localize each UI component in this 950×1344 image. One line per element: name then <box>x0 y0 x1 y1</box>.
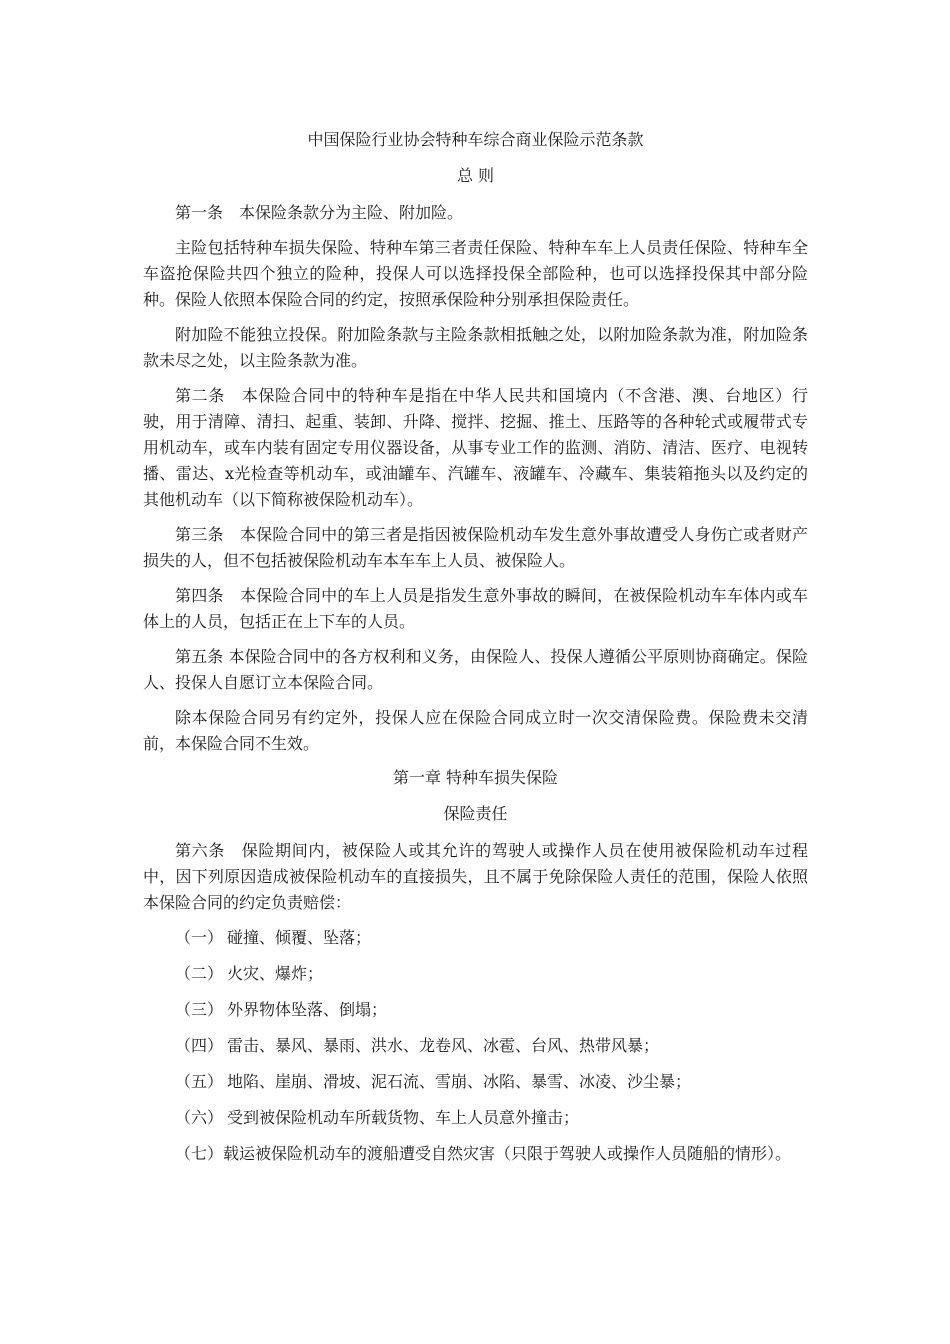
subsection-heading: 保险责任 <box>443 804 508 823</box>
article-3: 第三条 本保险合同中的第三者是指因被保险机动车发生意外事故遭受人身伤亡或者财产损失的人，但不包括被保险机动车本车车上人员、被保险人。 <box>143 525 808 570</box>
list-item-number: （三） <box>175 1000 224 1019</box>
list-item-number: （五） <box>175 1072 224 1091</box>
list-item <box>143 1069 808 1095</box>
list-item <box>143 961 808 987</box>
list-item-number: （二） <box>175 964 224 983</box>
list-item-text: 外界物体坠落、倒塌； <box>227 1000 388 1019</box>
article-6: 第六条 保险期间内，被保险人或其允许的驾驶人或操作人员在使用被保险机动车过程中，因下列原因造成被保险机动车的直接损失，且不属于免除保险人责任的范围，保险人依照本保险合同的约定负责赔偿： <box>143 841 808 912</box>
paragraph-main-insurance: 主险包括特种车损失保险、特种车第三者责任保险、特种车车上人员责任保险、特种车全车盗抢保险共四个独立的险种，投保人可以选择投保全部险种，也可以选择投保其中部分险种。保险人依照本保险合同的约定，按照承保险种分别承担保险责任。 <box>143 238 808 309</box>
list-item <box>143 1105 808 1131</box>
chapter-heading: 第一章 特种车损失保险 <box>392 768 559 787</box>
list-item-number: （四） <box>175 1036 224 1055</box>
list-item-text: 受到被保险机动车所载货物、车上人员意外撞击； <box>227 1108 580 1127</box>
article-4: 第四条 本保险合同中的车上人员是指发生意外事故的瞬间，在被保险机动车车体内或车体上的人员，包括正在上下车的人员。 <box>143 586 808 631</box>
section-heading-general: 总 则 <box>456 166 495 185</box>
document-title: 中国保险行业协会特种车综合商业保险示范条款 <box>307 130 644 149</box>
list-item-number: （六） <box>175 1108 224 1127</box>
article-5: 第五条 本保险合同中的各方权利和义务，由保险人、投保人遵循公平原则协商确定。保险人、投保人自愿订立本保险合同。 <box>143 647 808 692</box>
document-body <box>143 128 808 1177</box>
article-2: 第二条 本保险合同中的特种车是指在中华人民共和国境内（不含港、澳、台地区）行驶，用于清障、清扫、起重、装卸、升降、搅拌、挖掘、推土、压路等的各种轮式或履带式专用机动车，或车内装有固定专用仪器设备，从事专业工作的监测、消防、清洁、医疗、电视转播、雷达、x光检查等机动车，或油罐车、汽罐车、液罐车、冷藏车、集装箱拖头以及约定的其他机动车（以下简称被保险机动车）。 <box>143 386 808 509</box>
paragraph-additional-insurance: 附加险不能独立投保。附加险条款与主险条款相抵触之处，以附加险条款为准，附加险条款未尽之处，以主险条款为准。 <box>143 325 808 370</box>
paragraph-premium: 除本保险合同另有约定外，投保人应在保险合同成立时一次交清保险费。保险费未交清前，本保险合同不生效。 <box>143 708 808 753</box>
article-1: 第一条 本保险条款分为主险、附加险。 <box>175 203 464 222</box>
list-item-number: （一） <box>175 928 224 947</box>
list-item-7: （七）载运被保险机动车的渡船遭受自然灾害（只限于驾驶人或操作人员随船的情形）。 <box>175 1144 792 1163</box>
list-item-text: 碰撞、倾覆、坠落； <box>227 928 372 947</box>
list-item <box>143 997 808 1023</box>
list-item <box>143 925 808 951</box>
list-item-text: 地陷、崖崩、滑坡、泥石流、雪崩、冰陷、暴雪、冰凌、沙尘暴； <box>227 1072 692 1091</box>
list-item <box>143 1033 808 1059</box>
list-item-text: 火灾、爆炸； <box>227 964 324 983</box>
list-item-text: 雷击、暴风、暴雨、洪水、龙卷风、冰雹、台风、热带风暴； <box>227 1036 660 1055</box>
